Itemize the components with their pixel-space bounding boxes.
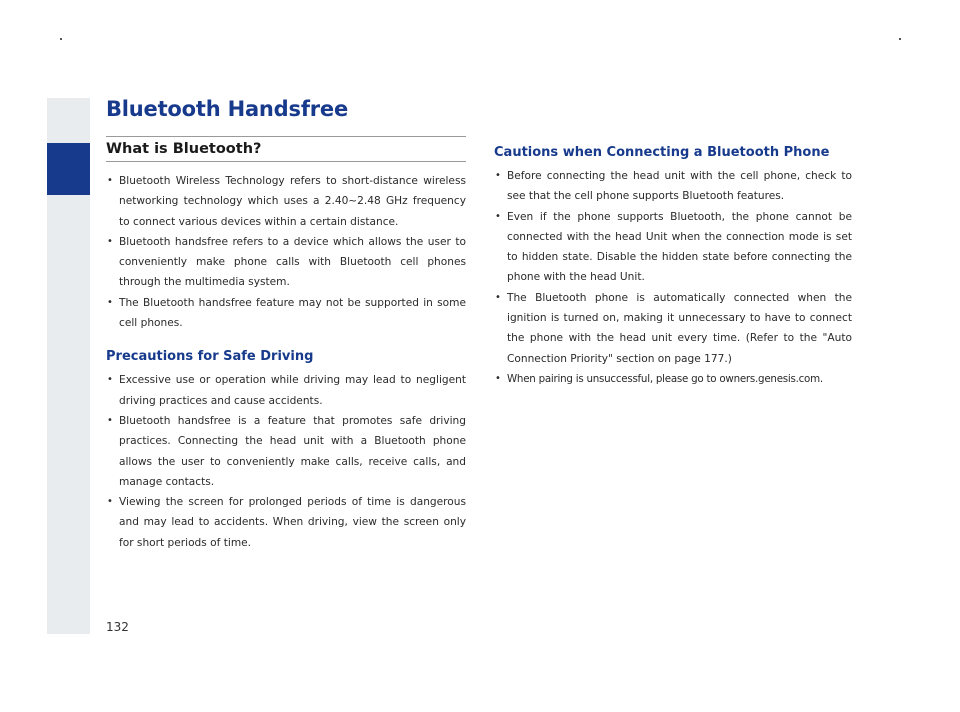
list-item: • Before connecting the head unit with the cell phone, check to see that the cell phone supports Bluetooth features. xyxy=(494,166,852,207)
list-item: • When pairing is unsuccessful, please go to owners.genesis.com. xyxy=(494,369,852,389)
list-item: • The Bluetooth handsfree feature may not be supported in some cell phones. xyxy=(106,293,466,334)
precautions-bullet-list xyxy=(106,370,466,553)
bullet-icon: • xyxy=(107,296,113,308)
chapter-tab xyxy=(47,143,90,195)
list-item: • Excessive use or operation while driving may lead to negligent driving practices and cause accidents. xyxy=(106,370,466,411)
page-title: Bluetooth Handsfree xyxy=(106,97,348,121)
bullet-icon: • xyxy=(495,291,501,303)
left-column xyxy=(106,136,466,553)
bullet-icon: • xyxy=(495,170,501,181)
bullet-icon: • xyxy=(495,210,501,222)
precautions-heading: Precautions for Safe Driving xyxy=(106,349,314,365)
cautions-bullet-list xyxy=(494,166,852,389)
list-item: • Bluetooth handsfree is a feature that promotes safe driving practices. Connecting the head unit with a Bluetooth phone allows the user to conveniently make calls, receive calls, and manage contacts. xyxy=(106,411,466,492)
list-item: • Even if the phone supports Bluetooth, the phone cannot be connected with the head Unit when the connection mode is set to hidden state. Disable the hidden state before connecting the phone with the head Unit. xyxy=(494,207,852,288)
list-item: • Viewing the screen for prolonged periods of time is dangerous and may lead to accidents. When driving, view the screen only for short periods of time. xyxy=(106,492,466,553)
list-item: • Bluetooth Wireless Technology refers to short-distance wireless networking technology which uses a 2.40~2.48 GHz frequency to connect various devices within a certain distance. xyxy=(106,171,466,232)
crop-mark-left xyxy=(60,38,62,40)
page-number: 132 xyxy=(106,620,129,634)
list-item: • The Bluetooth phone is automatically connected when the ignition is turned on, making it unnecessary to have to connect the phone with the head unit every time. (Refer to the "Auto Connection Priority" section on page 177.) xyxy=(494,288,852,369)
section-heading: What is Bluetooth? xyxy=(106,137,466,162)
bullet-icon: • xyxy=(495,372,501,384)
bullet-icon: • xyxy=(107,175,113,186)
bullet-icon: • xyxy=(107,414,113,426)
cautions-heading: Cautions when Connecting a Bluetooth Phone xyxy=(494,145,830,160)
bullet-icon: • xyxy=(107,235,113,247)
right-column xyxy=(494,145,852,389)
list-item: • Bluetooth handsfree refers to a device which allows the user to conveniently make phone calls with Bluetooth cell phones through the multimedia system. xyxy=(106,232,466,293)
crop-mark-right xyxy=(899,38,901,40)
bullet-icon: • xyxy=(107,496,113,508)
bluetooth-bullet-list xyxy=(106,171,466,333)
bullet-icon: • xyxy=(107,374,113,386)
